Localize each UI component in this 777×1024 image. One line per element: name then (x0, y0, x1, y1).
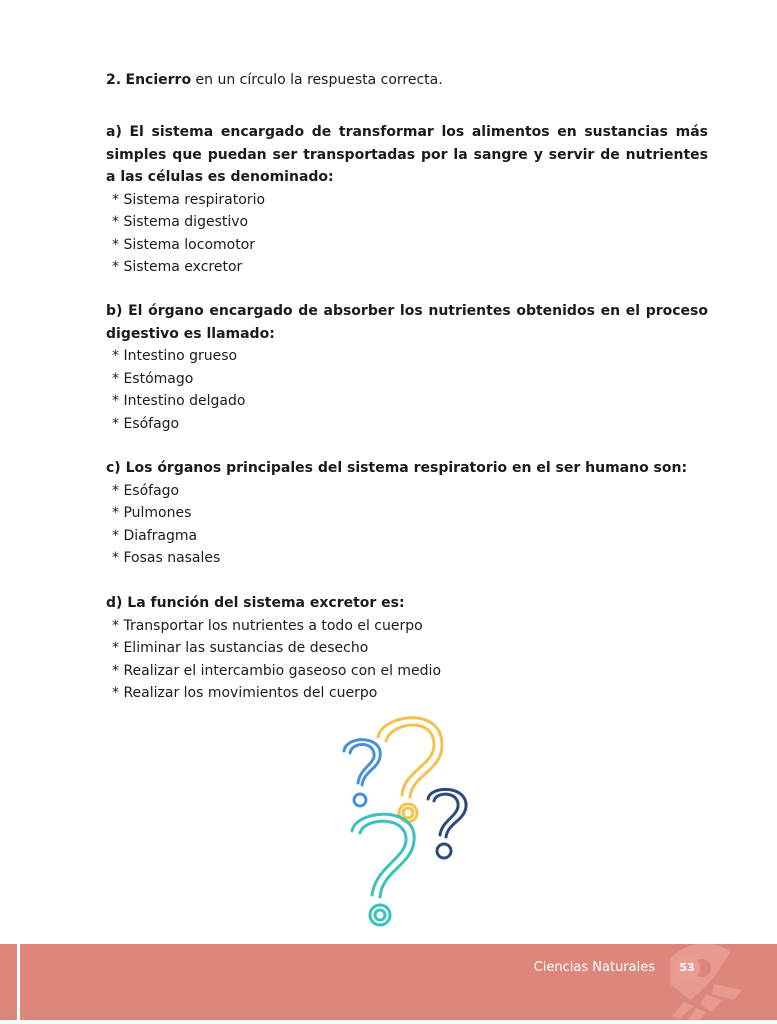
option-list (106, 615, 708, 705)
option[interactable]: * Sistema respiratorio (106, 189, 708, 212)
option-list (106, 345, 708, 435)
option[interactable]: * Realizar los movimientos del cuerpo (106, 682, 708, 705)
question-text: b) El órgano encargado de absorber los nutrientes obtenidos en el proceso digestivo es llamado: (106, 303, 708, 342)
instruction-verb: Encierro (125, 72, 192, 88)
option[interactable]: * Transportar los nutrientes a todo el cuerpo (106, 615, 708, 638)
option-list (106, 480, 708, 570)
question-text: a) El sistema encargado de transformar los alimentos en sustancias más simples que puedan ser transportadas por la sangre y servir de nutrientes a las células es denominado: (106, 124, 708, 185)
question-a (106, 121, 708, 279)
rocket-icon (650, 944, 760, 1020)
page-number: 53 (674, 957, 700, 979)
question-text: d) La función del sistema excretor es: (106, 595, 405, 611)
question-marks-icon (330, 705, 480, 937)
question-d (106, 592, 708, 705)
option[interactable]: * Sistema digestivo (106, 211, 708, 234)
option[interactable]: * Esófago (106, 413, 708, 436)
option[interactable]: * Eliminar las sustancias de desecho (106, 637, 708, 660)
footer-subject: Ciencias Naturales (533, 960, 655, 975)
option-list (106, 189, 708, 279)
option[interactable]: * Estómago (106, 368, 708, 391)
instruction-rest: en un círculo la respuesta correcta. (191, 72, 443, 88)
option[interactable]: * Intestino grueso (106, 345, 708, 368)
question-c (106, 457, 708, 570)
question-b (106, 300, 708, 435)
bottom-edge (0, 1020, 777, 1024)
option[interactable]: * Pulmones (106, 502, 708, 525)
instruction-number: 2. (106, 72, 122, 88)
footer (0, 944, 777, 1020)
question-text: c) Los órganos principales del sistema respiratorio en el ser humano son: (106, 460, 688, 476)
footer-divider (17, 944, 20, 1020)
option[interactable]: * Diafragma (106, 525, 708, 548)
option[interactable]: * Sistema excretor (106, 256, 708, 279)
option[interactable]: * Sistema locomotor (106, 234, 708, 257)
option[interactable]: * Fosas nasales (106, 547, 708, 570)
instruction (106, 70, 443, 90)
option[interactable]: * Esófago (106, 480, 708, 503)
option[interactable]: * Realizar el intercambio gaseoso con el medio (106, 660, 708, 683)
option[interactable]: * Intestino delgado (106, 390, 708, 413)
